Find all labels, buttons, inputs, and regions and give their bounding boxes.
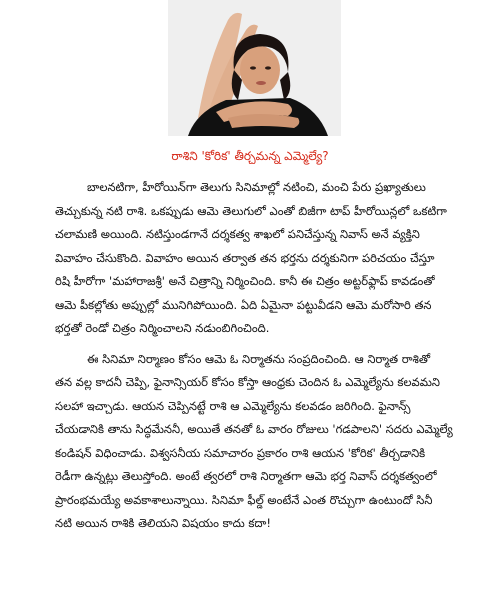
photo-illustration: [168, 0, 341, 136]
text-line: ప్రారంభమయ్యే అవకాశాలున్నాయి. సినిమా ఫీల్డ్ అంటేనే ఎంత రొచ్చుగా ఉంటుందో సినీ: [55, 492, 433, 507]
text-line: నటి అయిన రాశికి తెలియని విషయం కాదు కదా!: [55, 516, 271, 530]
text-line: తెచ్చుకున్న నటి రాశి. ఒకప్పుడు ఆమె తెలుగులో ఎంతో బిజీగా టాప్ హీరోయిన్లలో ఒకటిగా: [55, 203, 447, 218]
article-photo: [168, 0, 341, 136]
text-line: తన వల్ల కాదనీ చెప్పి, ఫైనాన్సియర్ కోసం కోస్తా ఆంధ్రకు చెందిన ఓ ఎమ్మెల్యేను కలవమని: [55, 375, 440, 389]
text-line: సలహా ఇచ్చాడు. ఆయన చెప్పినట్టే రాశి ఆ ఎమ్మెల్యేను కలవడం జరిగింది. ఫైనాన్స్: [55, 398, 411, 413]
text-line: భర్తతో రెండో చిత్రం నిర్మించాలని నడుంబిగించింది.: [55, 321, 270, 335]
text-line: బాలనటిగా, హీరోయిన్‌గా తెలుగు సినిమాల్లో నటించి, మంచి పేరు ప్రఖ్యాతులు: [87, 180, 426, 194]
text-line: చేయడానికి తాను సిద్ధమేననీ, అయితే తనతో ఓ వారం రోజులు 'గడపాలని' సదరు ఎమ్మెల్యే: [55, 422, 453, 436]
paragraph-2: [55, 348, 475, 536]
text-line: ఆమె పీకల్లోతు అప్పుల్లో మునిగిపోయింది. ఏది ఏమైనా పట్టువీడని ఆమె మరోసారి తన: [55, 297, 432, 312]
text-line: చలామణి అయింది. నటిస్తుండగానే దర్శకత్వ శాఖలో పనిచేస్తున్న నివాస్ అనే వ్యక్తిని: [55, 227, 420, 241]
text-line: రెడీగా ఉన్నట్లు తెలుస్తోంది. అంటే త్వరలో రాశి నిర్మాతగా ఆమె భర్త నివాస్ దర్శకత్వంలో: [55, 469, 437, 483]
paragraph-1: [55, 176, 475, 341]
text-line: ఈ సినిమా నిర్మాణం కోసం ఆమె ఓ నిర్మాతను సంప్రదించింది. ఆ నిర్మాత రాశితో: [87, 351, 431, 366]
article-body: [55, 176, 475, 543]
text-line: వివాహం చేసుకొంది. వివాహం అయిన తర్వాత తన భర్తను దర్శకునిగా పరిచయం చేస్తూ: [55, 250, 435, 265]
text-line: రిషి హీరోగా 'మహారాజశ్రీ' అనే చిత్రాన్ని నిర్మించింది. కానీ ఈ చిత్రం అట్టర్‌ఫ్లాప్ కావడంతో: [55, 274, 435, 288]
text-line: కండిషన్ విధించాడు. విశ్వసనీయ సమాచారం ప్రకారం రాశి ఆయన 'కోరిక' తీర్చడానికి: [55, 445, 426, 460]
article-headline: రాశిని 'కోరిక' తీర్చమన్న ఎమ్మెల్యే?: [171, 149, 329, 163]
